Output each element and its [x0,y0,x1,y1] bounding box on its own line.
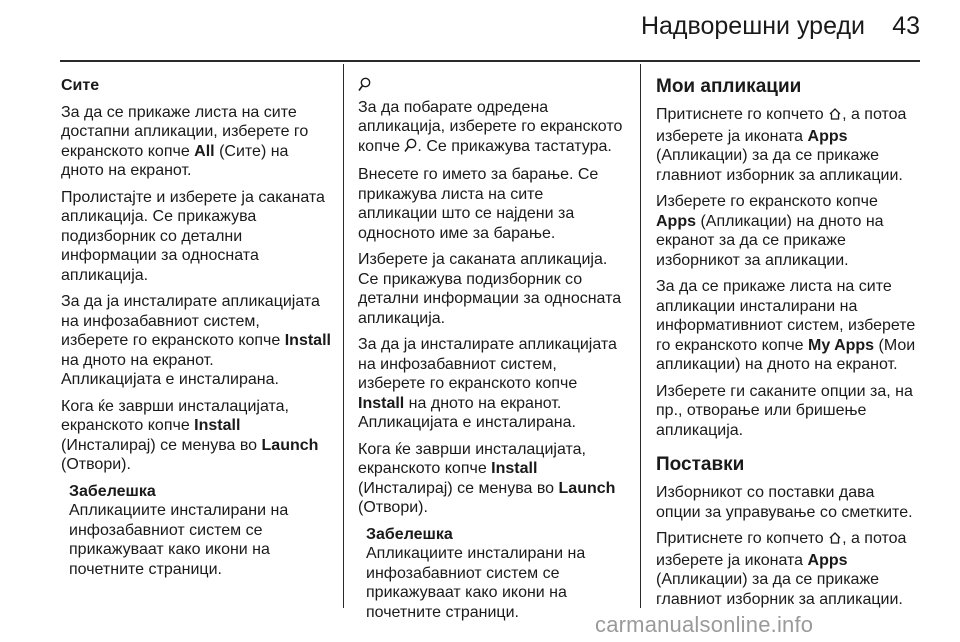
button-ref-apps: Apps [656,212,696,230]
paragraph: Изберете го екранското копче Apps (Апликации) на дното на екранот за да се прикаже изборникот за апликации. [656,193,884,269]
paragraph: Изберете ја саканата апликација. Се прикажува подизборник со детални информации за односната апликација. [358,251,622,327]
paragraph: Изборникот со поставки дава опции за управување со сметките. [656,484,913,521]
paragraph: За да побарате одредена апликација, изберете го екранското копче . Се прикажува тастатура. [358,98,626,159]
column-3 [656,76,922,616]
paragraph: Кога ќе заврши инсталацијата, екранското копче Install (Инсталирај) се менува во Launch (Отвори). [61,397,319,473]
button-ref-all: All [194,142,215,160]
paragraph: Кога ќе заврши инсталацијата, екранското копче Install (Инсталирај) се менува во Launch (Отвори). [358,440,616,516]
paragraph: Изберете ги саканите опции за, на пр., отворање или бришење апликација. [656,382,913,439]
paragraph: За да ја инсталирате апликацијата на инфозабавниот систем, изберете го екранското копче Install на дното на екранот. [61,293,331,369]
header-rule [60,60,920,62]
search-icon-line [358,76,626,98]
note-box [69,482,331,580]
icon-ref-apps: Apps [807,551,848,569]
paragraph: За да се прикаже листа на сите апликации инсталирани на информативниот систем, изберете го екранското копче My Apps (Мои апликации) на дното на екранот. [656,278,916,373]
section-heading-all: Сите [61,77,100,94]
note-title: Забелешка [366,525,453,543]
icon-ref-apps: Apps [807,127,848,145]
watermark: carmanualsonline.info [595,612,814,637]
button-ref-launch: Launch [558,479,616,497]
paragraph: Притиснете го копчето , а потоа изберете ја иконата Apps (Апликации) за да се прикаже главниот изборник за апликации. [656,106,907,184]
running-header-title: Надворешни уреди [640,12,865,40]
section-heading-my-apps: Мои апликации [656,76,802,97]
button-ref-my-apps: My Apps [808,336,875,354]
paragraph: Притиснете го копчето , а потоа изберете ја иконата Apps (Апликации) за да се прикаже главниот изборник за апликации. [656,530,907,608]
search-icon [358,77,371,98]
button-ref-install: Install [358,394,405,412]
button-ref-install: Install [491,460,538,477]
column-2 [358,76,626,622]
note-title: Забелешка [69,482,156,500]
paragraph: За да ја инсталирате апликацијата на инфозабавниот систем, изберете го екранското копче Install на дното на екранот. [358,336,617,412]
note-box [366,525,626,623]
column-1 [61,76,331,579]
button-ref-launch: Launch [261,436,319,454]
home-icon [828,531,842,551]
note-text: Апликациите инсталирани на инфозабавниот систем се прикажуваат како икони на почетните страници. [366,545,586,621]
paragraph: Апликацијата е инсталирана. [61,371,279,388]
paragraph: Пролистајте и изберете ја саканата апликација. Се прикажува подизборник со детални информации за односната апликација. [61,188,325,284]
button-ref-install: Install [194,417,241,434]
button-ref-install: Install [284,332,331,349]
paragraph: Апликацијата е инсталирана. [358,414,576,431]
home-icon [828,107,842,127]
note-text: Апликациите инсталирани на инфозабавниот систем се прикажуваат како икони на почетните страници. [69,502,289,578]
paragraph: Внесете го името за барање. Се прикажува листа на сите апликации што се најдени за односното име за барање. [358,166,599,242]
page-number: 43 [892,12,920,40]
column-divider [640,64,641,608]
column-divider [343,64,344,608]
search-icon [404,138,417,159]
paragraph: За да се прикаже листа на сите достапни апликации, изберете го екранското копче All (Сите) на дното на екранот. [61,103,309,179]
section-heading-settings: Поставки [656,454,745,475]
